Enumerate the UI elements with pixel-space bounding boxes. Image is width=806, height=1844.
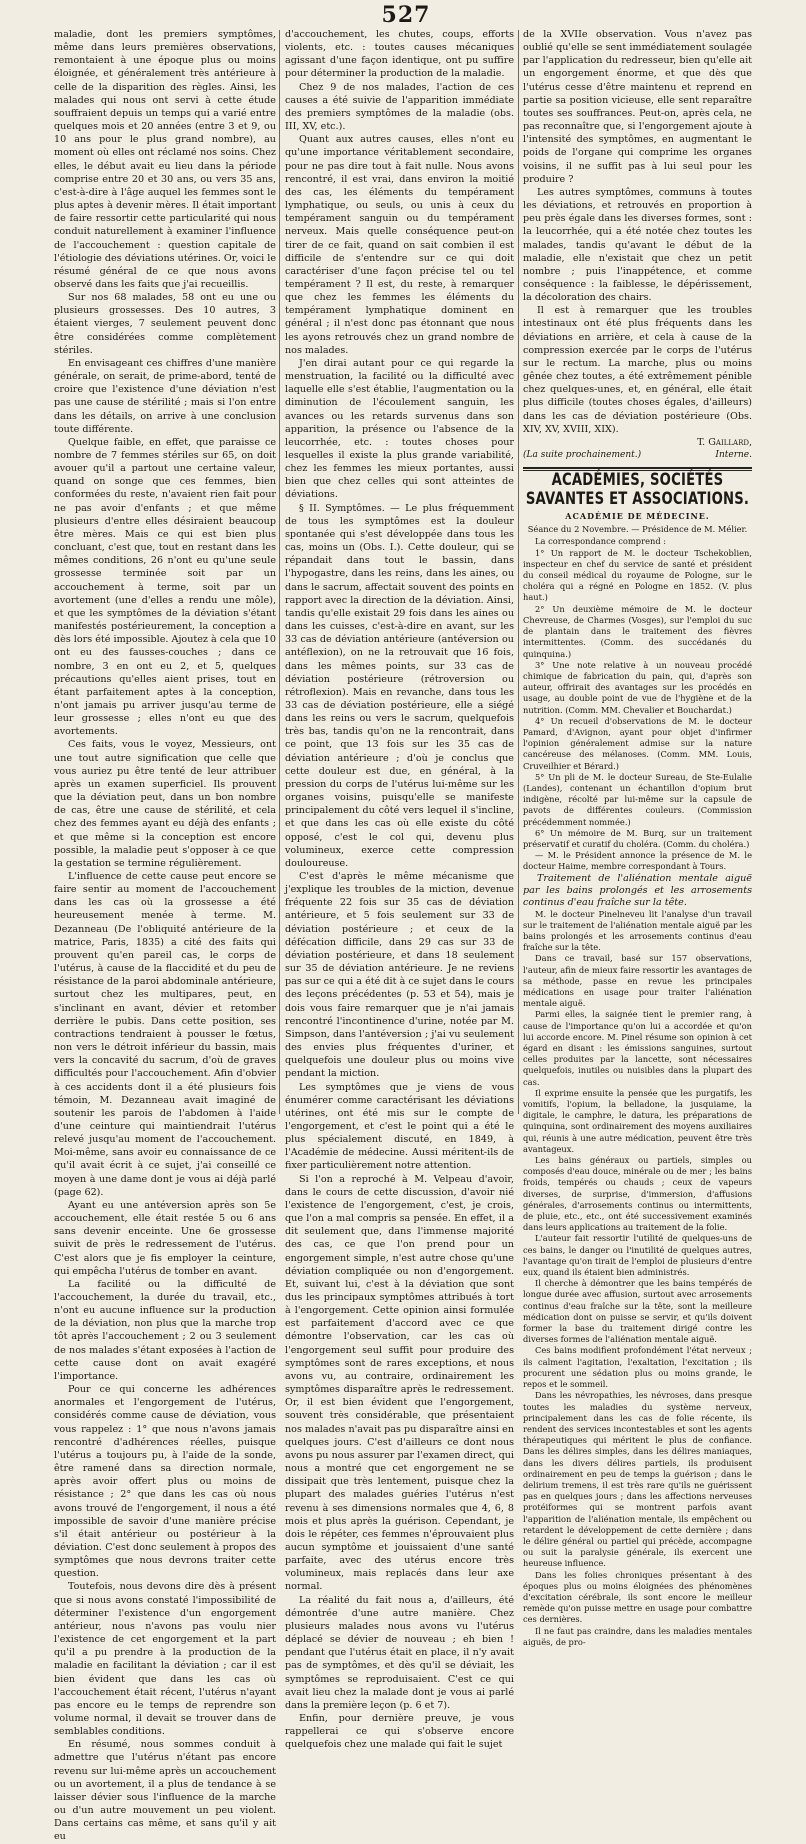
paragraph: Chez 9 de nos malades, l'action de ces causes a été suivie de l'apparition immédiate des premiers symptômes de la maladie (obs. III, XV, etc.). (285, 81, 514, 133)
paragraph: — M. le Président annonce la présence de M. le docteur Haime, membre correspondant à Tours. (523, 850, 752, 872)
paragraph: Toutefois, nous devons dire dès à présent que si nous avons constaté l'impossibilité de déterminer l'existence d'un engorgement antérieur, nous n'avons pas voulu nier l'existence de cet engorgement et la part qu'il a pu prendre à la production de la maladie en facilitant la déviation ; car il est bien évident que dans les cas où l'accouchement était récent, l'utérus n'ayant pas encore eu le temps de reprendre son volume normal, il devait se trouver dans de semblables conditions. (54, 1581, 276, 1738)
paragraph: La facilité ou la difficulté de l'accouchement, la durée du travail, etc., n'ont eu aucune influence sur la production de la déviation, non plus que la marche trop tôt après l'accouchement ; 2 ou 3 seulement de nos malades s'étant exposées à l'action de cette cause dont on avait exagéré l'importance. (54, 1278, 276, 1382)
paragraph: Les symptômes que je viens de vous énumérer comme caractérisant les déviations utérines, ont été mis sur le compte de l'engorgement, et c'est le point qui a été le plus spécialement discuté, en 1849, à l'Académie de médecine. Aussi méritent-ils de fixer particulièrement notre attention. (285, 1081, 514, 1172)
paragraph: Ces faits, vous le voyez, Messieurs, ont une tout autre signification que celle que vous auriez pu être tenté de leur attribuer après un examen superficiel. Ils prouvent que la déviation peut, dans un bon nombre de cas, être une cause de stérilité, et cela chez des femmes ayant eu déjà des enfants ; et que même si la conception est encore possible, la maladie peut s'opposer à ce que la gestation se termine régulièrement. (54, 739, 276, 869)
academy-name: ACADÉMIE DE MÉDECINE. (565, 511, 710, 522)
paragraph: de la XVIIe observation. Vous n'avez pas oublié qu'elle se sent immédiatement soulagée par l'application du redresseur, bien qu'elle ait un engorgement énorme, et que dès que l'utérus cesse d'être maintenu et reprend en partie sa position vicieuse, elle sent reparaître toutes ses souffrances. Peut-on, après cela, ne pas reconnaître que, si l'engorgement ajoute à l'intensité des symptômes, en augmentant le poids de l'organe qui comprime les organes voisins, il ne suffit pas à lui seul pour les produire ? (523, 29, 752, 185)
paragraph: Enfin, pour dernière preuve, je vous rappellerai ce qui s'observe encore quelquefois chez une malade qui fait le sujet (285, 1713, 514, 1751)
report-block (523, 909, 752, 1648)
paragraph: 2° Un deuxième mémoire de M. le docteur Chevreuse, de Charmes (Vosges), sur l'emploi du suc de plantain dans le traitement des fièvres intermittentes. (Comm. des succédanés du quinquina.) (523, 603, 752, 659)
paragraph: maladie, dont les premiers symptômes, même dans leurs premières observations, remontaient à une époque plus ou moins éloignée, et généralement très antérieure à celle de la disparition des règles. Ainsi, les malades qui nous ont servi à cette étude souffraient depuis un temps qui a varié entre quelques mois et 20 années (entre 3 et 9, ou 10 ans pour le plus grand nombre), au moment où elles ont réclamé nos soins. Chez elles, le début avait eu lieu dans la période comprise entre 20 et 30 ans, ou vers 35 ans, c'est-à-dire à l'âge auquel les femmes sont le plus aptes à devenir mères. Il était important de faire ressortir cette particularité qui nous conduit naturellement à examiner l'influence de l'accouchement : question capitale de l'étiologie des déviations utérines. Or, voici le résumé général de ce que nous avons observé dans les faits que j'ai recueillis. (54, 29, 276, 290)
paragraph: J'en dirai autant pour ce qui regarde la menstruation, la facilité ou la difficulté avec laquelle elle s'est établie, l'augmentation ou la diminution de l'écoulement sanguin, les avances ou les retards survenus dans son apparition, la présence ou l'absence de la leucorrhée, etc. : toutes choses pour lesquelles il existe la plus grande variabilité, chez les femmes les mieux portantes, aussi bien que chez celles qui sont atteintes de déviations. (285, 357, 514, 501)
paragraph: La réalité du fait nous a, d'ailleurs, été démontrée d'une autre manière. Chez plusieurs malades nous avons vu l'utérus déplacé se dévier de nouveau ; eh bien ! pendant que l'utérus était en place, il n'y avait pas de symptômes, et dès qu'il se déviait, les symptômes se reproduisaient. C'est ce qui avait lieu chez la malade dont je vous ai parlé dans la première leçon (p. 6 et 7). (285, 1594, 514, 1711)
page-number: 527 (381, 2, 431, 28)
paragraph: 3° Une note relative à un nouveau procédé chimique de fabrication du pain, qui, d'après son auteur, offrirait des avantages sur les procédés en usage, au double point de vue de l'hygiène et de la nutrition. (Comm. MM. Chevalier et Bouchardat.) (523, 659, 752, 715)
paragraph: § II. Symptômes. — Le plus fréquemment de tous les symptômes est la douleur spontanée qui s'est développée dans tous les cas, moins un (Obs. I.). Cette douleur, qui se répandait dans tout le bassin, dans l'hypogastre, dans les reins, dans les aines, ou dans le sacrum, affectait souvent des points en rapport avec la direction de la déviation. Ainsi, tandis qu'elle existait 29 fois dans les aines ou dans les cuisses, c'est-à-dire en avant, sur les 33 cas de déviation antérieure (antéversion ou antéflexion), on ne la retrouvait que 16 fois, dans les mêmes points, sur 33 cas de déviation postérieure (rétroversion ou rétroflexion). Mais en revanche, dans tous les 33 cas de déviation postérieure, elle a siégé dans les reins ou vers le sacrum, quelquefois très bas, tandis qu'on ne la rencontrait, dans ce point, que 13 fois sur les 35 cas de déviation antérieure ; d'où je conclus que cette douleur est due, en général, à la pression du corps de l'utérus lui-même sur les organes voisins, puisqu'elle se manifeste principalement du côté vers lequel il s'incline, et que dans les cas où elle existe du côté opposé, c'est le col qui, devenu plus volumineux, exerce cette compression douloureuse. (285, 502, 514, 869)
author-signature: T. Gaillard, (697, 436, 752, 448)
paragraph: Dans ce travail, basé sur 157 observations, l'auteur, afin de mieux faire ressortir les avantages de sa méthode, passe en revue les principales médications en usage pour traiter l'aliénation mentale aiguë. (523, 953, 752, 1009)
section-rule-thick (523, 467, 752, 469)
paragraph: Les bains généraux ou partiels, simples ou composés d'eau douce, minérale ou de mer ; les bains froids, tempérés ou chauds ; ceux de vapeurs diverses, de surprise, d'immersion, d'affusions générales, d'arrosements continus ou intermittents, de pluie, etc., etc., ont été successivement examinés dans leurs applications au traitement de la folie. (523, 1155, 752, 1233)
continued-note: (La suite prochainement.) (523, 450, 642, 460)
paragraph: Dans les folies chroniques présentant à des époques plus ou moins éloignées des phénomènes d'excitation cérébrale, ils sont encore le meilleur remède qu'on puisse mettre en usage pour combattre ces dernières. (523, 1569, 752, 1625)
signature-row (523, 449, 752, 462)
text-column-left (54, 28, 276, 1843)
paragraph: Quelque faible, en effet, que paraisse ce nombre de 7 femmes stériles sur 65, on doit avouer qu'il a partout une certaine valeur, quand on songe que ces femmes, bien conformées du reste, n'avaient rien fait pour ne pas avoir d'enfants ; et que même plusieurs d'entre elles désiraient beaucoup être mères. Mais ce qui est bien plus concluant, c'est que, tout en restant dans les mêmes conditions, 26 n'ont eu qu'une seule grossesse terminée soit par un accouchement à terme, soit par un avortement (une d'elles a rendu une môle), et que les symptômes de la déviation s'étant manifestés postérieurement, la conception a dès lors été impossible. Ajoutez à cela que 10 ont eu des fausses-couches ; dans ce nombre, 3 en ont eu 2, et 5, quelques précautions qu'elles aient prises, tout en étant parfaitement aptes à la conception, n'ont jamais pu arriver jusqu'au terme de leur grossesse ; elles n'ont eu que des avortements. (54, 436, 276, 738)
paragraph: 4° Un recueil d'observations de M. le docteur Pamard, d'Avignon, ayant pour objet d'infirmer l'opinion généralement admise sur la nature cancéreuse des mélanoses. (Comm. MM. Louis, Cruveilhier et Bérard.) (523, 715, 752, 771)
paragraph: Pour ce qui concerne les adhérences anormales et l'engorgement de l'utérus, considérés comme cause de déviation, vous vous rappelez : 1° que nous n'avons jamais rencontré d'adhérences réelles, puisque l'utérus a toujours pu, à l'aide de la sonde, être ramené dans sa direction normale, après avoir offert plus ou moins de résistance ; 2° que dans les cas où nous avons trouvé de l'engorgement, il nous a été impossible de savoir d'une manière précise s'il était antérieur ou postérieur à la déviation. C'est donc seulement à propos des symptômes que nous devrons traiter cette question. (54, 1384, 276, 1580)
paragraph: Quant aux autres causes, elles n'ont eu qu'une importance véritablement secondaire, pour ne pas dire tout à fait nulle. Nous avons rencontré, il est vrai, dans environ la moitié des cas, les éléments du tempérament lymphatique, ou seuls, ou unis à ceux du tempérament sanguin ou du tempérament nerveux. Mais quelle conséquence peut-on tirer de ce fait, quand on sait combien il est difficile de s'entendre sur ce qui doit caractériser d'une façon précise tel ou tel tempérament ? Il est, du reste, à remarquer que chez les femmes les éléments du tempérament lymphatique dominent en général ; il n'est donc pas étonnant que nous les ayons retrouvés chez un grand nombre de nos malades. (285, 134, 514, 356)
paragraph: Ayant eu une antéversion après son 5e accouchement, elle était restée 5 ou 6 ans sans devenir enceinte. Une 6e grossesse suivit de près le redressement de l'utérus. C'est alors que je fis employer la ceinture, qui empêcha l'utérus de tomber en avant. (54, 1199, 276, 1277)
paragraph: 6° Un mémoire de M. Burq, sur un traitement préservatif et curatif du choléra. (Comm. du choléra.) (523, 827, 752, 849)
author-role: Interne. (715, 450, 752, 460)
correspondence-block (523, 536, 752, 872)
paragraph: Dans les névropathies, les névroses, dans presque toutes les maladies du système nerveux, principalement dans les cas de folie récente, ils rendent des services incontestables et sont les agents thérapeutiques qui méritent le plus de confiance. Dans les délires simples, dans les délires maniaques, dans les divers délires partiels, ils produisent ordinairement en peu de temps la guérison ; dans le delirium tremens, il est très rare qu'ils ne guérissent pas en quelques jours ; dans les affections nerveuses protéiformes qui se montrent parfois avant l'apparition de l'aliénation mentale, ils empêchent ou retardent le développement de cette dernière ; dans le délire général ou partiel qui précède, accompagne ou suit la paralysie générale, ils exercent une heureuse influence. (523, 1390, 752, 1569)
paragraph: Parmi elles, la saignée tient le premier rang, à cause de l'importance qu'on lui a accordée et qu'on lui accorde encore. M. Pinel résume son opinion à cet égard en disant : les émissions sanguines, surtout celles produites par la lancette, sont nécessaires quelquefois, inutiles ou nuisibles dans la plupart des cas. (523, 1009, 752, 1087)
paragraph: En résumé, nous sommes conduit à admettre que l'utérus n'étant pas encore revenu sur lui-même après un accouchement ou un avortement, il a plus de tendance à se laisser dévier sous l'influence de la marche ou d'un autre mouvement un peu violent. Dans certains cas même, et sans qu'il y ait eu (54, 1739, 276, 1843)
paragraph: 5° Un pli de M. le docteur Sureau, de Ste-Eulalie (Landes), contenant un échantillon d'opium brut indigène, récolté par lui-même sur la capsule de pavots de différentes couleurs. (Commission précédemment nommée.) (523, 771, 752, 827)
session-line: Séance du 2 Novembre. — Présidence de M. Mélier. (527, 524, 748, 535)
paragraph: Les autres symptômes, communs à toutes les déviations, et retrouvés en proportion à peu près égale dans les diverses formes, sont : la leucorrhée, qui a été notée chez toutes les malades, tandis qu'avant le début de la maladie, elle n'existait que chez un petit nombre ; puis l'inappétence, et comme conséquence : la faiblesse, le dépérissement, la décoloration des chairs. (523, 186, 752, 304)
text-column-right (523, 28, 752, 1647)
paragraph: M. le docteur Pinelneveu lit l'analyse d'un travail sur le traitement de l'aliénation mentale aiguë par les bains prolongés et les arrosements continus d'eau fraîche sur la tête. (523, 908, 752, 953)
paragraph: L'auteur fait ressortir l'utilité de quelques-uns de ces bains, le danger ou l'inutilité de quelques autres, l'avantage qu'on tirait de l'emploi de plusieurs d'entre eux, quand ils étaient bien administrés. (523, 1233, 752, 1278)
text-column-middle (285, 28, 514, 1751)
paragraph: Il ne faut pas craindre, dans les maladies mentales aiguës, de pro- (523, 1625, 752, 1647)
paragraph: Ces bains modifient profondément l'état nerveux ; ils calment l'agitation, l'exaltation, l'excitation ; ils procurent une sédation plus ou moins grande, le repos et le sommeil. (523, 1345, 752, 1390)
report-title: Traitement de l'aliénation mentale aiguë par les bains prolongés et les arrosements continus d'eau fraîche sur la tête. (523, 872, 752, 908)
paragraph: Il cherche à démontrer que les bains tempérés de longue durée avec affusion, surtout avec arrosements continus d'eau fraîche sur la tête, sont la meilleure médication dont on puisse se servir, et qu'ils doivent former la base du traitement dirigé contre les diverses formes de l'aliénation mentale aiguë. (523, 1278, 752, 1345)
paragraph: d'accouchement, les chutes, coups, efforts violents, etc. : toutes causes mécaniques agissant d'une façon identique, ont pu suffire pour déterminer la production de la maladie. (285, 29, 514, 80)
paragraph: La correspondance comprend : (535, 536, 667, 547)
paragraph: L'influence de cette cause peut encore se faire sentir au moment de l'accouchement dans les cas où la grossesse a été heureusement menée à terme. M. Dezanneau (De l'obliquité antérieure de la matrice, Paris, 1835) a cité des faits qui prouvent qu'en pareil cas, le corps de l'utérus, à cause de la flaccidité et du peu de résistance de la paroi abdominale antérieure, surtout chez les multipares, peut, en s'inclinant en avant, dévier et retomber derrière le pubis. Dans cette position, ses contractions tendraient à pousser le fœtus, non vers le détroit inférieur du bassin, mais vers la concavité du sacrum, d'où de graves difficultés pour l'accouchement. Afin d'obvier à ces accidents dont il a été plusieurs fois témoin, M. Dezanneau avait imaginé de soutenir les parois de l'abdomen à l'aide d'une ceinture qui maintiendrait l'utérus relevé jusqu'au moment de l'accouchement. Moi-même, sans avoir eu connaissance de ce qu'il avait écrit à ce sujet, j'ai conseillé ce moyen à une dame dont je vous ai déjà parlé (page 62). (54, 871, 276, 1198)
paragraph: Il exprime ensuite la pensée que les purgatifs, les vomitifs, l'opium, la belladone, la jusquiame, la digitale, le camphre, le datura, les préparations de quinquina, sont ordinairement des moyens auxiliaires qui, réunis à une autre médication, peuvent être très avantageux. (523, 1087, 752, 1154)
section-heading: ACADÉMIES, SOCIÉTÉS SAVANTES ET ASSOCIATIONS. (525, 471, 750, 509)
paragraph: C'est d'après le même mécanisme que j'explique les troubles de la miction, devenue fréquente 22 fois sur 35 cas de déviation antérieure, et 5 fois seulement sur 33 de déviation postérieure ; et ceux de la défécation difficile, dans 29 cas sur 33 de déviation postérieure, et dans 18 seulement sur 35 de déviation antérieure. Je ne reviens pas sur ce qui a été dit à ce sujet dans le cours des leçons précédentes (p. 53 et 54), mais je dois vous faire remarquer que je n'ai jamais rencontré l'incontinence d'urine, notée par M. Simpson, dans l'antéversion ; j'ai vu seulement des envies plus fréquentes d'uriner, et quelquefois une douleur plus ou moins vive pendant la miction. (285, 871, 514, 1080)
paragraph: 1° Un rapport de M. le docteur Tschekoblien, inspecteur en chef du service de santé et président du conseil médical du royaume de Pologne, sur le choléra qui a régné en Pologne en 1852. (V. plus haut.) (523, 547, 752, 603)
paragraph: Sur nos 68 malades, 58 ont eu une ou plusieurs grossesses. Des 10 autres, 3 étaient vierges, 7 seulement peuvent donc être considérées comme complètement stériles. (54, 292, 276, 356)
paragraph: En envisageant ces chiffres d'une manière générale, on serait, de prime-abord, tenté de croire que l'existence d'une déviation n'est pas une cause de stérilité ; mais si l'on entre dans les détails, on arrive à une conclusion toute différente. (54, 357, 276, 435)
paragraph: Il est à remarquer que les troubles intestinaux ont été plus fréquents dans les déviations en arrière, et cela à cause de la compression exercée par le corps de l'utérus sur le rectum. La marche, plus ou moins gênée chez toutes, a été extrêmement pénible chez quelques-unes, et, en général, elle était plus difficile (toutes choses égales, d'ailleurs) dans les cas de déviation postérieure (Obs. XIV, XV, XVIII, XIX). (523, 305, 752, 435)
column-divider-left (279, 30, 280, 1114)
paragraph: Si l'on a reproché à M. Velpeau d'avoir, dans le cours de cette discussion, d'avoir nié l'existence de l'engorgement, c'est, je crois, que l'on a mal compris sa pensée. En effet, il a dit seulement que, dans l'immense majorité des cas, ce que l'on prend pour un engorgement simple, n'est autre chose qu'une déviation compliquée ou non d'engorgement. Et, suivant lui, c'est à la déviation que sont dus les principaux symptômes attribués à tort à l'engorgement. Cette opinion ainsi formulée est parfaitement d'accord avec ce que démontre l'observation, car les cas où l'engorgement seul suffit pour produire des symptômes sont de rares exceptions, et nous avons vu, au contraire, ordinairement les symptômes disparaître après le redressement. Or, il est bien évident que l'engorgement, souvent très considérable, que présentaient nos malades n'avait pas pu disparaître ainsi en quelques jours. C'est d'ailleurs ce dont nous avons pu nous assurer par l'examen direct, qui nous a montré que cet engorgement ne se dissipait que très lentement, puisque chez la plupart des malades guéries l'utérus n'est revenu à ses dimensions normales que 4, 6, 8 mois et plus après la guérison. Cependant, je dois le répéter, ces femmes n'éprouvaient plus aucun symptôme et jouissaient d'une santé parfaite, avec des utérus encore très volumineux, mais replacés dans leur axe normal. (285, 1173, 514, 1593)
column-divider-right (518, 30, 519, 1114)
